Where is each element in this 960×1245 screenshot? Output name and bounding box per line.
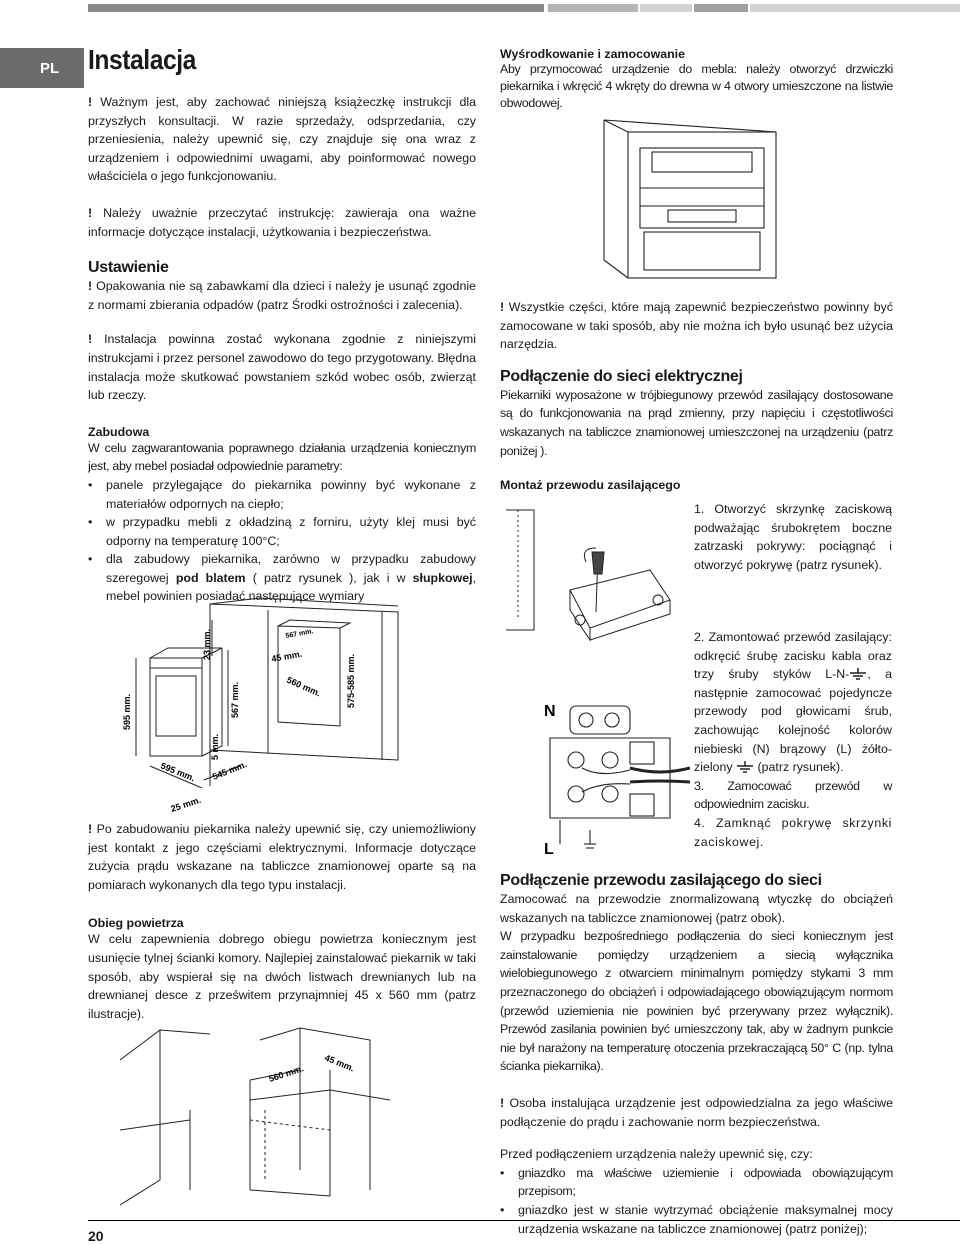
paragraph-text: Ważnym jest, aby zachować niniejszą książeczkę instrukcji dla przyszłych konsultacji. W razie sprzedaży, odsprzedania, czy przeniesienia, należy upewnić się, czy znajduje się ona wraz z urządzeniem i odpowiednimi uwagami, aby poinformować nowego właściciela o jego funkcjonowaniu. — [88, 95, 476, 184]
paragraph-text: Należy uważnie przeczytać instrukcję: zawieraja ona ważne informacje dotyczące instalacji, użytkowania i bezpieczeństwa. — [88, 205, 476, 239]
dim-5: 5 mm. — [210, 733, 220, 760]
list-bold: słupkowej — [412, 570, 473, 585]
heading-cable-mount: Montaż przewodu zasilającego — [500, 478, 681, 493]
step-1 — [694, 500, 892, 574]
paragraph-plug: Zamocować na przewodzie znormalizowaną wtyczkę do obciążeń wskazanych na tabliczce znamionowej (patrz obok). — [500, 892, 893, 925]
step-1-text: 1. Otworzyć skrzynkę zaciskową podważając śrubokrętem boczne zatrzaski pokrywy: pociągnąć i otworzyć pokrywę (patrz rysunek). — [694, 502, 892, 572]
right-column-top — [500, 47, 893, 112]
exclamation-mark: ! — [88, 205, 93, 220]
top-color-bar — [88, 4, 960, 12]
dim-567-top: 567 mm. — [285, 628, 314, 640]
paragraph-centering: Aby przymocować urządzenie do mebla: należy otworzyć drzwiczki piekarnika i wkręcić 4 wkręty do drewna w 4 otwory umieszczone na listwie obwodowej. — [500, 62, 893, 110]
dim-567: 567 mm. — [230, 681, 240, 718]
heading-centering: Wyśrodkowanie i zamocowanie — [500, 47, 685, 61]
furniture-requirements-list — [88, 476, 476, 606]
list-item: • w przypadku mebli z okładziną z forniru, użyty klej musi być odporny na temperaturę 100°C; — [88, 513, 476, 550]
paragraph-text: Opakowania nie są zabawkami dla dzieci i należy je usunąć zgodnie z normami zbierania odpadów (patrz Środki ostrożności i zalecenia). — [88, 279, 476, 312]
top-bar-segment — [694, 4, 748, 12]
ground-symbol-icon — [736, 760, 754, 772]
list-text: ( patrz rysunek ), jak i w — [252, 570, 406, 585]
terminal-label-n: N — [544, 703, 556, 720]
exclamation-mark: ! — [88, 332, 93, 347]
exclamation-mark: ! — [500, 1095, 505, 1110]
heading-ustawienie: Ustawienie — [88, 259, 169, 277]
dim-545: 545 mm. — [211, 759, 249, 782]
exclamation-mark: ! — [88, 279, 93, 294]
dim-595-horizontal: 595 mm. — [159, 760, 197, 784]
built-in-dimensions-diagram — [110, 590, 410, 815]
socket-checklist — [500, 1164, 893, 1238]
paragraph-zabudowa: W celu zagwarantowania poprawnego działania urządzenia koniecznym jest, aby mebel posiadał odpowiednie parametry: — [88, 440, 476, 474]
list-bold: pod blatem — [175, 570, 246, 585]
paragraph-direct-connection: W przypadku bezpośredniego podłączenia do sieci koniecznym jest zainstalowanie pomiędzy urządzeniem a siecią wyłącznika wielobiegunowego z otwarciem minimalnym pomiędzy stykami 3 mm przeznaczonego do obciążeń i odpowiadającego obowiązującym normom (przewód uziemienia nie powinien być przerywany przez wyłącznik). Przewód zasilania powinien być umieszczony tak, aby w żadnym punkcie nie był narażony na temperaturę otoczenia przekraczającą 50° C (np. tylna ścianka piekarnika). — [500, 929, 893, 1074]
list-text: , mebel powinien posiadać następujące wymiary — [106, 570, 477, 604]
dim-560-air: 560 mm. — [267, 1063, 305, 1084]
list-item: • gniazdko ma właściwe uziemienie i odpowiada obowiązującym przepisom; — [500, 1164, 893, 1201]
top-bar-segment — [548, 4, 638, 12]
exclamation-mark: ! — [88, 95, 93, 109]
heading-obieg-powietrza: Obieg powietrza — [88, 916, 184, 931]
dim-560: 560 mm. — [285, 674, 323, 699]
list-item: • gniazdko jest w stanie wytrzymać obciążenie maksymalnej mocy urządzenia wskazane na tabliczce znamionowej (patrz poniżej); — [500, 1201, 893, 1238]
list-item: • panele przylegające do piekarnika powinny być wykonane z materiałów odpornych na ciepło; — [88, 476, 476, 513]
paragraph-packaging — [88, 277, 476, 314]
footer-divider — [88, 1220, 960, 1221]
page-number: 20 — [88, 1228, 104, 1244]
page-title: Instalacja — [88, 44, 196, 75]
paragraph-text: Instalacja powinna zostać wykonana zgodnie z niniejszymi instrukcjami i przez personel zawodowo do tego przygotowany. Błędna instalacja może skutkować powstaniem szkód wobec osób, zwierząt lub rzeczy. — [88, 332, 476, 403]
steps-2-4 — [694, 628, 892, 851]
paragraph-safety-parts — [500, 298, 893, 354]
step-2-part: , a następnie zamocować pojedyncze przewody pod głowicami śrub, zachowując kolejność kolorów niebieski (N) brązowy (L) żółto-zielony — [694, 667, 893, 775]
terminal-wiring-diagram — [530, 698, 690, 858]
top-bar-segment — [750, 4, 960, 12]
paragraph-text: Wszystkie części, które mają zapewnić bezpieczeństwo powinny być zamocowane w taki sposób, aby nie można ich było usunąć bez użycia narzędzia. — [500, 300, 894, 352]
left-column-bottom — [88, 820, 476, 1023]
terminal-box-open-diagram — [500, 490, 680, 650]
dim-45: 45 mm. — [270, 648, 303, 664]
exclamation-mark: ! — [88, 822, 93, 836]
paragraph-text: Po zabudowaniu piekarnika należy upewnić się, czy uniemożliwiony jest kontakt z jego częściami elektrycznymi. Informacje dotyczące zużycia prądu wskazane na tabliczce znamionowej oparte są na pomiarach wykonanych dla tego typu instalacji. — [88, 822, 476, 892]
step-2-text — [694, 628, 892, 777]
paragraph-keep-manual — [88, 93, 476, 186]
exclamation-mark: ! — [500, 300, 505, 314]
paragraph-electrical-parts — [88, 820, 476, 894]
step-4-text: 4. Zamknąć pokrywę skrzynki zaciskowej. — [694, 815, 892, 849]
dim-595-vertical: 595 mm. — [122, 693, 132, 731]
right-column-bottom — [500, 872, 893, 1238]
dim-23: 23 mm. — [202, 628, 212, 660]
air-circulation-diagram — [100, 1020, 400, 1210]
heading-power-connection: Podłączenie do sieci elektrycznej — [500, 367, 743, 385]
paragraph-installation-personnel — [88, 330, 476, 404]
language-tab — [0, 48, 84, 88]
dim-25: 25 mm. — [169, 794, 203, 814]
paragraph-before-connection: Przed podłączeniem urządzenia należy upewnić się, czy: — [500, 1147, 813, 1162]
step-2-part: (patrz rysunek). — [757, 760, 844, 775]
ground-symbol-icon — [849, 667, 867, 679]
paragraph-text: Osoba instalująca urządzenie jest odpowiedzialna za jego właściwe podłączenie do prądu i zachowanie norm bezpieczeństwa. — [500, 1095, 893, 1129]
top-bar-segment — [88, 4, 544, 12]
step-3-text: 3. Zamocować przewód w odpowiednim zacisku. — [694, 778, 892, 812]
step-2-part: 2. Zamontować przewód zasilający: odkręcić śrubę zacisku kabla oraz trzy śruby styków L-N- — [694, 630, 892, 682]
top-bar-segment — [640, 4, 692, 12]
list-text: dla zabudowy piekarnika, zarówno w przypadku zabudowy szeregowej — [106, 552, 476, 585]
dim-575-585: 575-585 mm. — [346, 653, 356, 708]
paragraph-installer-responsibility — [500, 1094, 893, 1131]
heading-zabudowa: Zabudowa — [88, 424, 150, 439]
left-column-top — [88, 93, 476, 606]
heading-cable-connection: Podłączenie przewodu zasilającego do sieci — [500, 872, 822, 889]
paragraph-power-connection: Piekarniki wyposażone w trójbiegunowy przewód zasilający dostosowane są do funkcjonowania na prąd zmienny, przy napięciu i częstotliwości wskazanych na tabliczce znamionowej umieszczonej na urządzeniu (patrz poniżej ). — [500, 387, 893, 458]
paragraph-air-circulation: W celu zapewnienia dobrego obiegu powietrza koniecznym jest usunięcie tylnej ścianki komory. Najlepiej zainstalować piekarnik w taki sposób, aby wspierał się na dwóch listwach drewnianych lub na drewnianej desce z prześwitem przynajmniej 45 x 560 mm (patrz ilustracje). — [88, 932, 476, 1021]
terminal-label-l: L — [544, 841, 554, 858]
oven-front-diagram — [600, 110, 780, 285]
dim-45-air: 45 mm. — [323, 1052, 356, 1074]
paragraph-read-carefully — [88, 204, 476, 241]
right-column-mid — [500, 298, 893, 492]
language-tab-label: PL — [40, 59, 60, 77]
